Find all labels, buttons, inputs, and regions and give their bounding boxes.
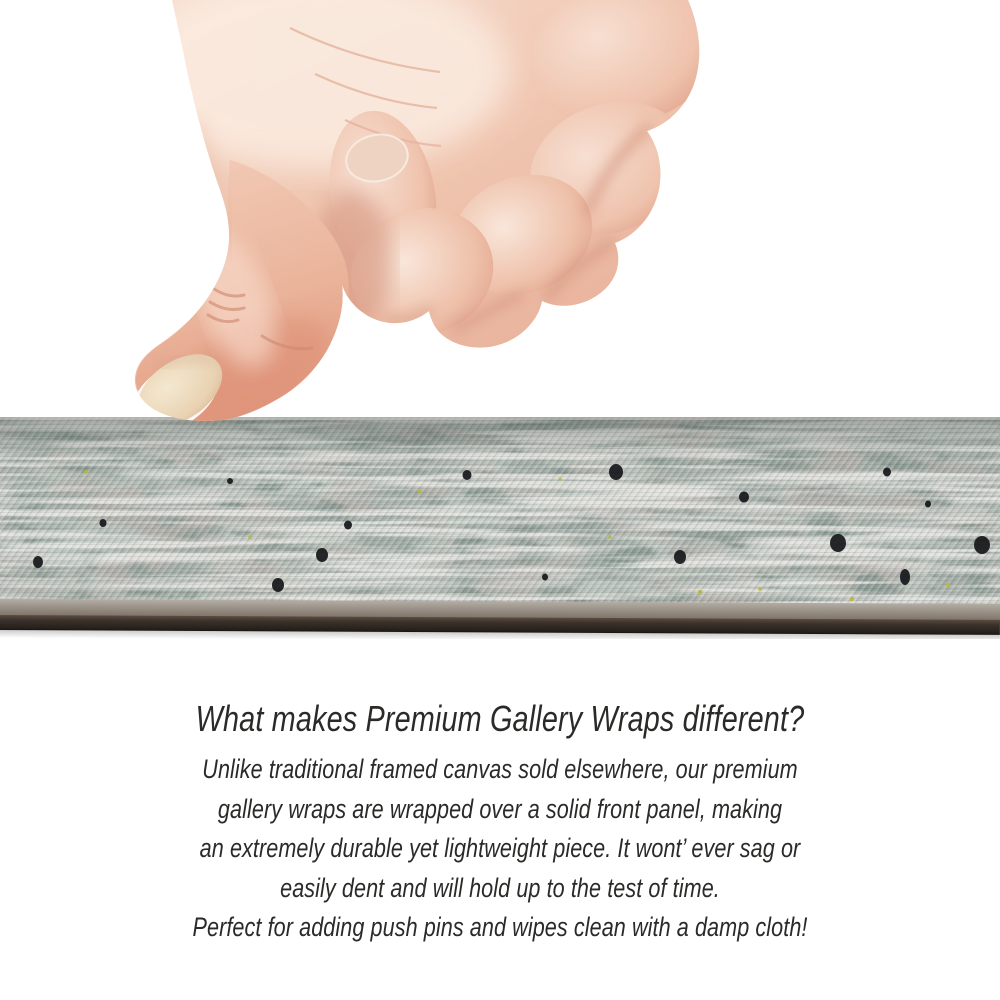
body-line-5: Perfect for adding push pins and wipes clean with a damp cloth! [192, 912, 808, 942]
headline: What makes Premium Gallery Wraps different? [195, 698, 805, 739]
body-line-1: Unlike traditional framed canvas sold elsewhere, our premium [202, 754, 798, 784]
canvas-texture [0, 417, 1000, 617]
body-line-3: an extremely durable yet lightweight piece. It wont’ ever sag or [199, 833, 801, 863]
body-line-4: easily dent and will hold up to the test of time. [280, 872, 720, 903]
hand-photo [0, 0, 1000, 424]
caption-block [100, 696, 900, 948]
body-line-2: gallery wraps are wrapped over a solid front panel, making [217, 793, 783, 824]
canvas-bottom-edge [0, 599, 1000, 639]
canvas-strip-photo [0, 417, 1000, 639]
